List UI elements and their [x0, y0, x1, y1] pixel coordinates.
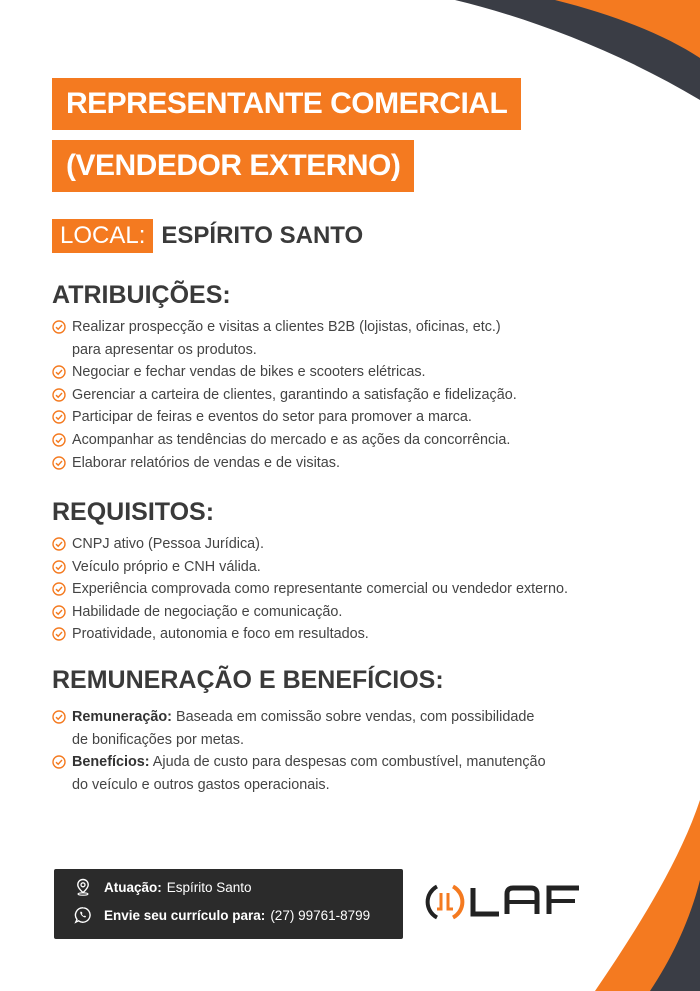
item-label: Remuneração: — [72, 709, 172, 725]
requisitos-title: REQUISITOS: — [52, 498, 215, 526]
contact-box — [54, 869, 403, 939]
phone-number[interactable]: (27) 99761-8799 — [270, 907, 371, 923]
list-item — [52, 533, 568, 556]
item-text: Experiência comprovada como representante comercial ou vendedor externo. — [72, 581, 568, 598]
location-value: ESPÍRITO SANTO — [161, 222, 364, 249]
check-circle-icon — [52, 755, 66, 769]
item-text: CNPJ ativo (Pessoa Jurídica). — [72, 536, 264, 552]
item-text: Acompanhar as tendências do mercado e as ações da concorrência. — [72, 431, 511, 448]
item-text: Realizar prospecção e visitas a clientes B2B (lojistas, oficinas, etc.) — [72, 319, 501, 335]
item-label: Benefícios: — [72, 754, 150, 771]
list-item — [52, 623, 568, 646]
laf-logo — [423, 880, 587, 924]
check-circle-icon — [52, 410, 66, 424]
list-item — [52, 751, 546, 774]
list-item — [52, 452, 517, 475]
item-text: Gerenciar a carteira de clientes, garantindo a satisfação e fidelização. — [72, 386, 517, 403]
check-circle-icon — [52, 433, 66, 447]
check-circle-icon — [52, 320, 66, 334]
item-text: Habilidade de negociação e comunicação. — [72, 603, 343, 620]
laf-wordmark — [467, 880, 587, 924]
list-item — [52, 384, 517, 407]
atuacao-value: Espírito Santo — [166, 879, 252, 895]
list-item-continuation — [52, 339, 517, 362]
check-circle-icon — [52, 627, 66, 641]
list-item — [52, 578, 568, 601]
envie-label: Envie seu currículo para: — [104, 907, 266, 923]
laf-circle-logo-icon — [423, 880, 467, 924]
item-text: Negociar e fechar vendas de bikes e scooters elétricas. — [72, 364, 426, 381]
item-text: Proatividade, autonomia e foco em resultados. — [72, 626, 369, 643]
location-pin-icon — [74, 878, 92, 896]
check-circle-icon — [52, 560, 66, 574]
requisitos-list — [52, 533, 568, 646]
check-circle-icon — [52, 365, 66, 379]
list-item — [52, 601, 568, 624]
remuneracao-title: REMUNERAÇÃO E BENEFÍCIOS: — [52, 666, 444, 694]
item-text: Veículo próprio e CNH válida. — [72, 558, 261, 575]
item-text: Ajuda de custo para despesas com combustível, manutenção — [152, 754, 546, 771]
list-item — [52, 429, 517, 452]
contact-row — [74, 906, 370, 924]
item-text: do veículo e outros gastos operacionais. — [72, 776, 330, 793]
check-circle-icon — [52, 710, 66, 724]
list-item-continuation — [52, 774, 546, 797]
list-item — [52, 406, 517, 429]
list-item-continuation — [52, 729, 546, 752]
item-text: Baseada em comissão sobre vendas, com possibilidade — [175, 709, 535, 725]
item-text: Elaborar relatórios de vendas e de visitas. — [72, 454, 340, 471]
list-item — [52, 361, 517, 384]
atribuicoes-title: ATRIBUIÇÕES: — [52, 281, 231, 309]
list-item — [52, 706, 546, 729]
item-text: de bonificações por metas. — [72, 731, 244, 748]
atribuicoes-list — [52, 316, 517, 474]
check-circle-icon — [52, 456, 66, 470]
title-line-1: REPRESENTANTE COMERCIAL — [52, 78, 521, 130]
remuneracao-list — [52, 706, 546, 796]
check-circle-icon — [52, 605, 66, 619]
atuacao-row — [74, 878, 252, 896]
list-item — [52, 556, 568, 579]
whatsapp-icon — [74, 906, 92, 924]
check-circle-icon — [52, 388, 66, 402]
check-circle-icon — [52, 582, 66, 596]
atuacao-label: Atuação: — [104, 879, 162, 895]
item-text: para apresentar os produtos. — [72, 341, 257, 358]
list-item — [52, 316, 517, 339]
check-circle-icon — [52, 537, 66, 551]
item-text: Participar de feiras e eventos do setor para promover a marca. — [72, 409, 472, 426]
title-line-2: (VENDEDOR EXTERNO) — [52, 140, 414, 192]
location-row — [52, 218, 363, 254]
location-label: LOCAL: — [52, 219, 153, 253]
